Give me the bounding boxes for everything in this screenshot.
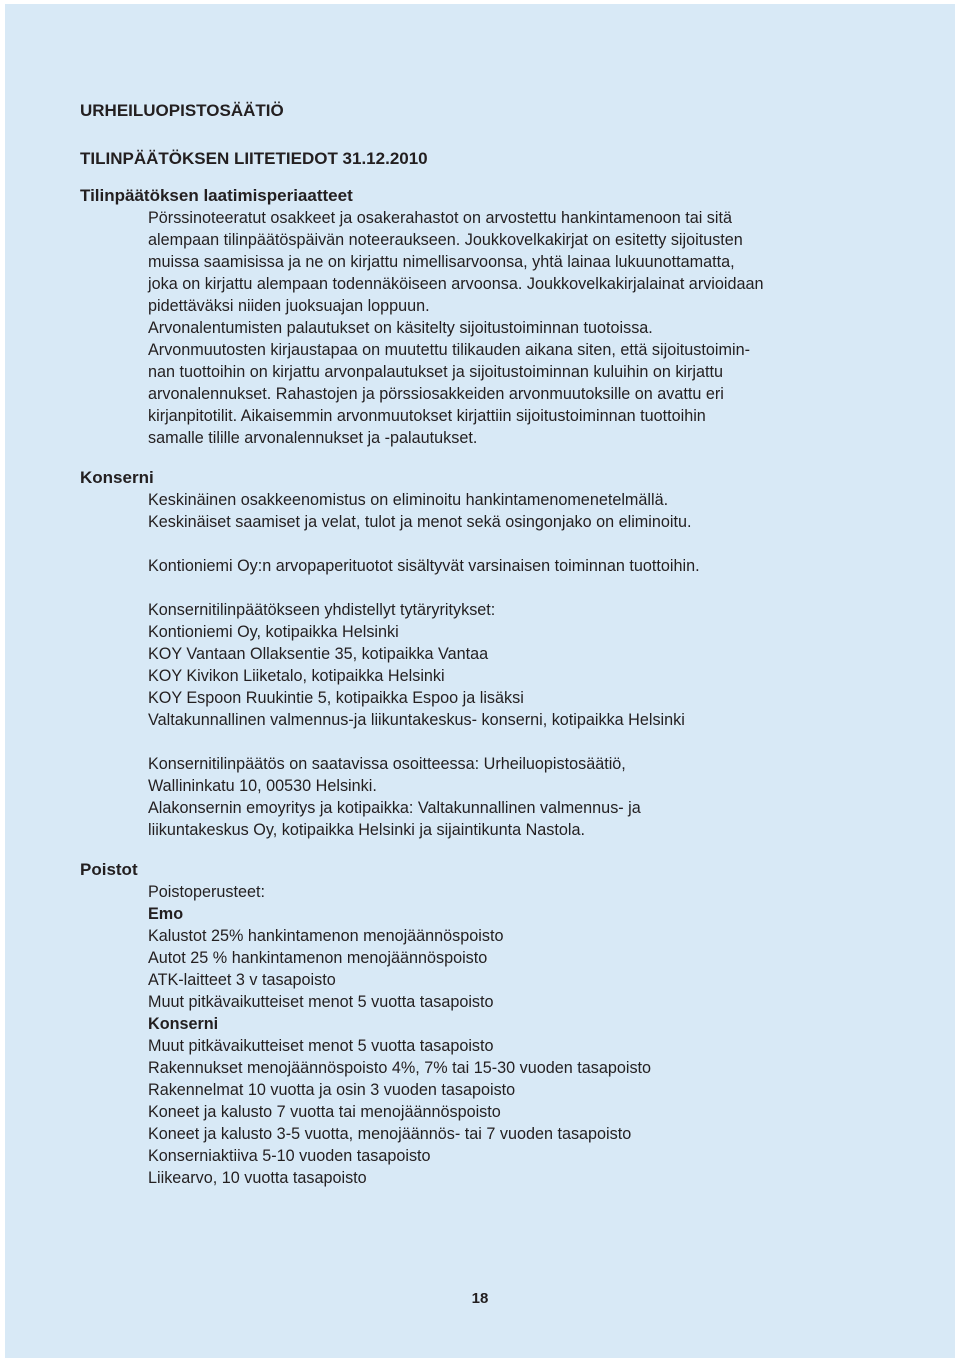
text-line: Konsernitilinpäätös on saatavissa osoitteessa: Urheiluopistosäätiö, [148, 755, 626, 773]
text-line: Konserniaktiiva 5-10 vuoden tasapoisto [148, 1147, 431, 1165]
text-line: Kontioniemi Oy:n arvopaperituotot sisältyvät varsinaisen toiminnan tuottoihin. [148, 557, 700, 575]
group-heading: Konserni [80, 468, 154, 487]
text-line: KOY Espoon Ruukintie 5, kotipaikka Espoo ja lisäksi [148, 689, 524, 707]
accounting-principles-heading: Tilinpäätöksen laatimisperiaatteet [80, 186, 353, 205]
text-line: Pörssinoteeratut osakkeet ja osakerahastot on arvostettu hankintamenoon tai sitä [148, 209, 732, 227]
depreciation-heading: Poistot [80, 860, 138, 879]
text-line: Keskinäiset saamiset ja velat, tulot ja menot sekä osingonjako on eliminoitu. [148, 513, 692, 531]
group-text [148, 489, 900, 841]
text-line: joka on kirjattu alempaan todennäköiseen arvoonsa. Joukkovelkakirjalainat arvioidaan [148, 275, 764, 293]
text-line: Koneet ja kalusto 3-5 vuotta, menojäännös- tai 7 vuoden tasapoisto [148, 1125, 632, 1143]
text-line: KOY Vantaan Ollaksentie 35, kotipaikka Vantaa [148, 645, 489, 663]
text-line: KOY Kivikon Liiketalo, kotipaikka Helsinki [148, 667, 445, 685]
text-line: samalle tilille arvonalennukset ja -palautukset. [148, 429, 478, 447]
text-line: Alakonsernin emoyritys ja kotipaikka: Valtakunnallinen valmennus- ja [148, 799, 641, 817]
text-line: pidettäväksi niiden juoksuajan loppuun. [148, 297, 430, 315]
text-line: Kalustot 25% hankintamenon menojäännöspoisto [148, 927, 504, 945]
text-line: Wallininkatu 10, 00530 Helsinki. [148, 777, 377, 795]
accounting-principles-text [148, 207, 900, 449]
text-line: liikuntakeskus Oy, kotipaikka Helsinki ja sijaintikunta Nastola. [148, 821, 585, 839]
page-number: 18 [471, 1290, 489, 1307]
text-line: Autot 25 % hankintamenon menojäännöspoisto [148, 949, 488, 967]
depreciation-text [148, 881, 900, 1189]
text-line: Liikearvo, 10 vuotta tasapoisto [148, 1169, 367, 1187]
text-line: Arvonmuutosten kirjaustapaa on muutettu tilikauden aikana siten, että sijoitustoimin- [148, 341, 750, 359]
text-line: Valtakunnallinen valmennus-ja liikuntakeskus- konserni, kotipaikka Helsinki [148, 711, 685, 729]
spacer [148, 577, 900, 599]
document-content [80, 100, 900, 1189]
text-line: arvonalennukset. Rahastojen ja pörssiosakkeiden arvonmuutoksille on avattu eri [148, 385, 724, 403]
group-subheading: Konserni [148, 1015, 219, 1033]
document-title: TILINPÄÄTÖKSEN LIITETIEDOT 31.12.2010 [80, 149, 428, 168]
text-line: Rakennukset menojäännöspoisto 4%, 7% tai 15-30 vuoden tasapoisto [148, 1059, 652, 1077]
text-line: Muut pitkävaikutteiset menot 5 vuotta tasapoisto [148, 1037, 494, 1055]
spacer [148, 533, 900, 555]
parent-subheading: Emo [148, 905, 184, 923]
text-line: Konsernitilinpäätökseen yhdistellyt tytäryritykset: [148, 601, 496, 619]
text-line: Arvonalentumisten palautukset on käsitelty sijoitustoiminnan tuotoissa. [148, 319, 653, 337]
text-line: kirjanpitotilit. Aikaisemmin arvonmuutokset kirjattiin sijoitustoiminnan tuottoihin [148, 407, 706, 425]
text-line: muissa saamisissa ja ne on kirjattu nimellisarvoonsa, yhtä lainaa lukuunottamatta, [148, 253, 735, 271]
text-line: alempaan tilinpäätöspäivän noteeraukseen. Joukkovelkakirjat on esitetty sijoitusten [148, 231, 743, 249]
text-line: Keskinäinen osakkeenomistus on eliminoitu hankintamenomenetelmällä. [148, 491, 669, 509]
text-line: nan tuottoihin on kirjattu arvonpalautukset ja sijoitustoiminnan kuluihin on kirjattu [148, 363, 723, 381]
organization-title: URHEILUOPISTOSÄÄTIÖ [80, 101, 284, 120]
text-line: ATK-laitteet 3 v tasapoisto [148, 971, 336, 989]
text-line: Koneet ja kalusto 7 vuotta tai menojäännöspoisto [148, 1103, 501, 1121]
text-line: Poistoperusteet: [148, 883, 265, 901]
text-line: Rakennelmat 10 vuotta ja osin 3 vuoden tasapoisto [148, 1081, 516, 1099]
spacer [148, 731, 900, 753]
text-line: Muut pitkävaikutteiset menot 5 vuotta tasapoisto [148, 993, 494, 1011]
document-page [5, 4, 955, 1358]
text-line: Kontioniemi Oy, kotipaikka Helsinki [148, 623, 399, 641]
